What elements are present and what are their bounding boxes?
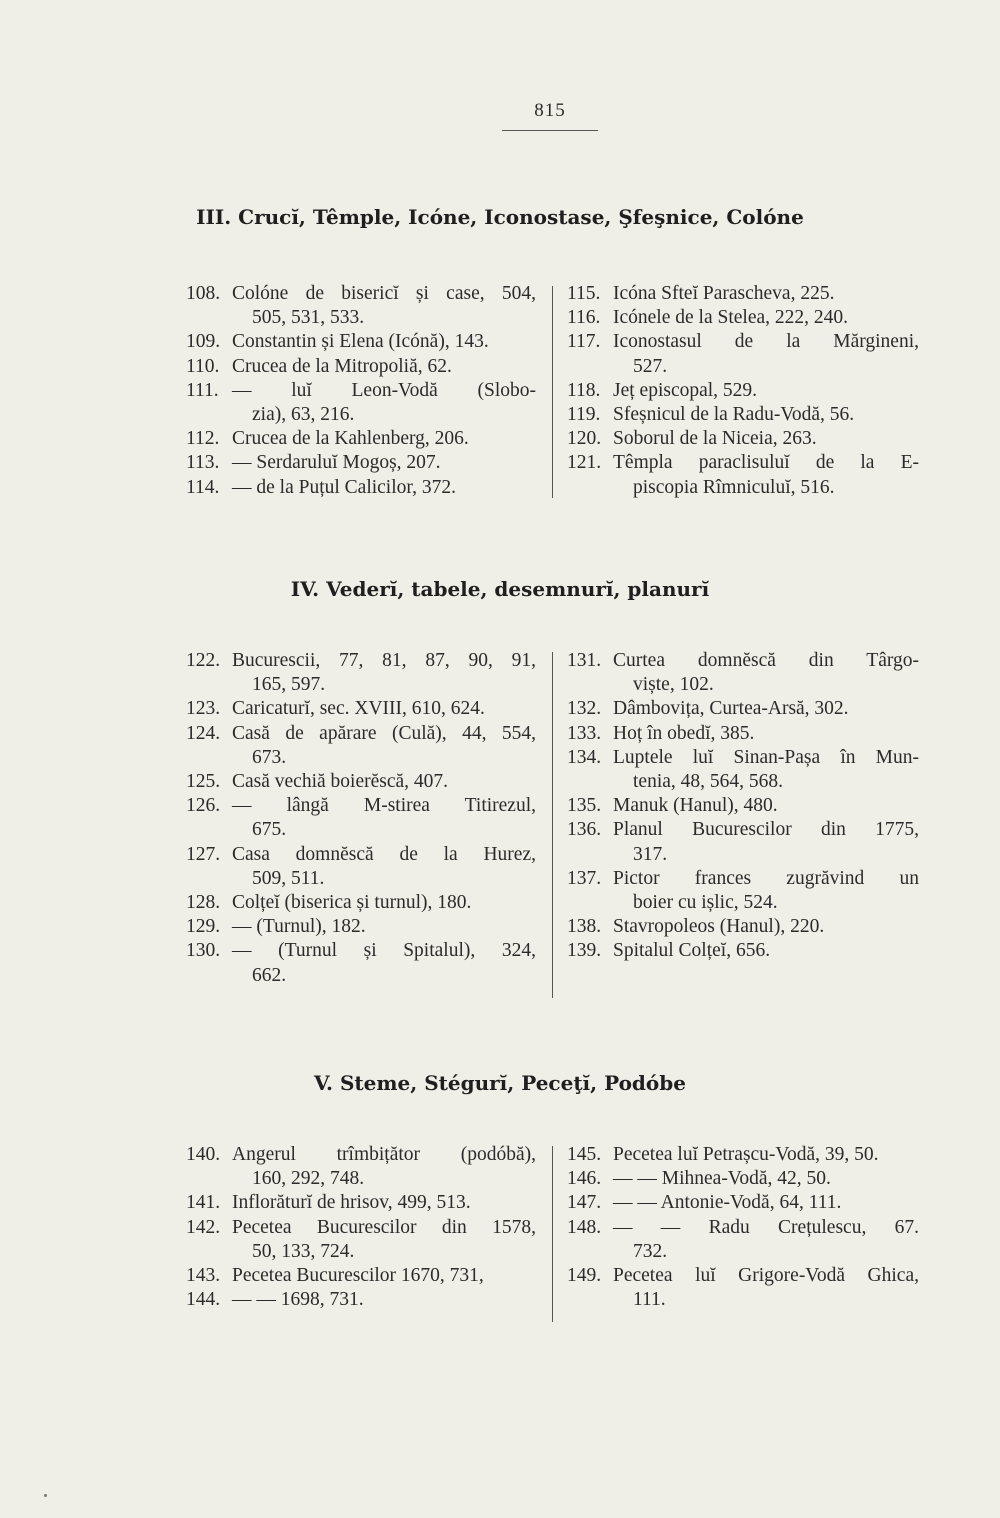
index-entry <box>567 939 919 963</box>
entry-continuation: 505, 531, 533. <box>252 307 365 329</box>
entry-continuation: 50, 133, 724. <box>252 1240 355 1262</box>
entry-number: 120. <box>567 428 602 450</box>
index-entry <box>567 746 919 770</box>
index-entry <box>567 427 919 451</box>
entry-number: 123. <box>186 698 221 720</box>
section-v-right-column <box>567 1143 919 1312</box>
entry-text: Luptele luĭ Sinan-Pașa în Mun- <box>613 746 919 768</box>
index-entry <box>567 330 919 354</box>
entry-text: Colóne de bisericĭ și case, 504, <box>232 283 536 304</box>
section-iii-right-column <box>567 282 919 500</box>
entry-text: — luĭ Leon-Vodă (Slobo- <box>232 379 536 401</box>
entry-continuation: 160, 292, 748. <box>252 1168 365 1190</box>
entry-number: 134. <box>567 746 602 768</box>
entry-number: 124. <box>186 722 221 744</box>
index-entry <box>186 939 536 963</box>
entry-number: 109. <box>186 331 221 353</box>
entry-text: Pecetea Bucurescilor din 1578, <box>232 1216 536 1238</box>
index-entry <box>567 306 919 330</box>
entry-continuation: 675. <box>252 819 287 841</box>
entry-number: 129. <box>186 916 221 938</box>
index-entry <box>186 915 536 939</box>
entry-number: 132. <box>567 698 602 720</box>
entry-number: 112. <box>186 428 220 450</box>
index-entry <box>567 649 919 673</box>
entry-continuation: viște, 102. <box>633 674 714 696</box>
entry-text: Planul Bucurescilor din 1775, <box>613 819 919 841</box>
entry-number: 111. <box>186 379 219 401</box>
index-entry <box>186 451 536 475</box>
entry-text: Inflorăturĭ de hrisov, 499, 513. <box>232 1192 471 1214</box>
entry-text: Crucea de la Mitropoliă, 62. <box>232 355 452 377</box>
entry-text: Spitalul Colțeĭ, 656. <box>613 940 771 962</box>
index-entry <box>567 697 919 721</box>
entry-number: 143. <box>186 1265 221 1287</box>
index-entry <box>186 794 536 818</box>
page-number: 815 <box>534 100 566 121</box>
entry-text: — de la Puțul Calicilor, 372. <box>232 476 456 498</box>
entry-text: Stavropoleos (Hanul), 220. <box>613 916 825 938</box>
entry-number: 135. <box>567 795 602 817</box>
index-entry <box>567 1143 919 1167</box>
entry-text: Jeț episcopal, 529. <box>613 379 758 401</box>
index-entry <box>186 330 536 354</box>
entry-number: 108. <box>186 283 221 304</box>
entry-continuation: boier cu ișlic, 524. <box>633 892 778 914</box>
entry-number: 116. <box>567 307 601 329</box>
entry-text: Casă vechiă boierĕscă, 407. <box>232 771 449 793</box>
index-entry <box>186 697 536 721</box>
index-entry <box>186 770 536 794</box>
entry-number: 114. <box>186 476 220 498</box>
entry-text: Hoț în obedĭ, 385. <box>613 722 755 744</box>
scan-speck <box>44 1494 47 1497</box>
entry-text: Manuk (Hanul), 480. <box>613 795 778 817</box>
entry-text: Dâmbovița, Curtea-Arsă, 302. <box>613 698 849 720</box>
entry-text: Bucurescii, 77, 81, 87, 90, 91, <box>232 650 536 671</box>
entry-text: Têmpla paraclisuluĭ de la E- <box>613 452 919 474</box>
entry-text: Constantin și Elena (Icónă), 143. <box>232 331 489 353</box>
index-entry <box>567 794 919 818</box>
index-entry <box>186 722 536 746</box>
entry-number: 130. <box>186 940 221 962</box>
entry-number: 133. <box>567 722 602 744</box>
column-divider <box>552 286 553 498</box>
section-title-iii: III. Crucĭ, Têmple, Icóne, Iconostase, Şfeşnice, Colóne <box>196 205 804 229</box>
entry-number: 113. <box>186 452 220 474</box>
entry-number: 126. <box>186 795 221 817</box>
entry-number: 122. <box>186 650 221 671</box>
entry-text: Pictor frances zugrăvind un <box>613 867 919 889</box>
entry-text: — — 1698, 731. <box>232 1289 364 1311</box>
index-entry <box>186 1216 536 1240</box>
entry-number: 127. <box>186 843 221 865</box>
index-entry <box>567 1216 919 1240</box>
index-entry <box>186 649 536 673</box>
index-entry <box>567 1191 919 1215</box>
index-entry <box>186 379 536 403</box>
entry-number: 141. <box>186 1192 221 1214</box>
entry-number: 137. <box>567 867 602 889</box>
page-number-rule <box>502 130 598 131</box>
entry-text: Crucea de la Kahlenberg, 206. <box>232 428 469 450</box>
section-title-iv: IV. Vederĭ, tabele, desemnurĭ, planurĭ <box>290 577 710 601</box>
entry-text: Pecetea luĭ Petrașcu-Vodă, 39, 50. <box>613 1144 879 1165</box>
index-entry <box>186 355 536 379</box>
entry-text: Colțeĭ (biserica și turnul), 180. <box>232 892 472 914</box>
entry-text: Pecetea Bucurescilor 1670, 731, <box>232 1265 484 1287</box>
entry-text: Angerul trîmbițător (podóbă), <box>232 1144 536 1165</box>
index-entry <box>567 451 919 475</box>
entry-text: Casa domnĕscă de la Hurez, <box>232 843 536 865</box>
entry-continuation: tenia, 48, 564, 568. <box>633 771 784 793</box>
entry-continuation: 317. <box>633 843 668 865</box>
entry-number: 139. <box>567 940 602 962</box>
index-entry <box>186 1143 536 1167</box>
entry-continuation: 732. <box>633 1240 668 1262</box>
entry-number: 140. <box>186 1144 221 1165</box>
entry-text: — lângă M-stirea Titirezul, <box>232 795 536 817</box>
entry-number: 138. <box>567 916 602 938</box>
entry-continuation: zia), 63, 216. <box>252 404 355 426</box>
column-divider <box>552 1146 553 1322</box>
entry-continuation: 527. <box>633 355 668 377</box>
index-entry <box>186 1288 536 1312</box>
entry-number: 147. <box>567 1192 602 1214</box>
section-iv-right-column <box>567 649 919 964</box>
entry-text: Icónele de la Stelea, 222, 240. <box>613 307 848 329</box>
entry-number: 118. <box>567 379 601 401</box>
index-entry <box>186 843 536 867</box>
entry-text: Iconostasul de la Mărgineni, <box>613 331 919 353</box>
section-iv-left-column <box>186 649 536 988</box>
index-entry <box>567 403 919 427</box>
entry-number: 142. <box>186 1216 221 1238</box>
entry-number: 144. <box>186 1289 221 1311</box>
entry-continuation: 165, 597. <box>252 674 326 696</box>
column-divider <box>552 652 553 998</box>
entry-number: 146. <box>567 1168 602 1190</box>
entry-number: 136. <box>567 819 602 841</box>
section-v-left-column <box>186 1143 536 1312</box>
entry-text: Icóna Sfteĭ Parascheva, 225. <box>613 283 835 304</box>
index-entry <box>186 427 536 451</box>
entry-number: 110. <box>186 355 220 377</box>
entry-text: Caricaturĭ, sec. XVIII, 610, 624. <box>232 698 485 720</box>
index-entry <box>567 722 919 746</box>
index-entry <box>567 1264 919 1288</box>
entry-continuation: piscopia Rîmniculuĭ, 516. <box>633 476 835 498</box>
entry-text: Curtea domnĕscă din Târgo- <box>613 650 919 671</box>
index-entry <box>186 1191 536 1215</box>
index-entry <box>567 867 919 891</box>
section-iii-left-column <box>186 282 536 500</box>
index-entry <box>567 1167 919 1191</box>
entry-text: Sfeșnicul de la Radu-Vodă, 56. <box>613 404 855 426</box>
entry-continuation: 111. <box>633 1289 666 1311</box>
index-entry <box>186 891 536 915</box>
entry-number: 145. <box>567 1144 602 1165</box>
entry-continuation: 673. <box>252 746 287 768</box>
entry-text: Soborul de la Niceia, 263. <box>613 428 817 450</box>
entry-text: — — Mihnea-Vodă, 42, 50. <box>613 1168 831 1190</box>
entry-number: 131. <box>567 650 602 671</box>
section-title-v: V. Steme, Stégurĭ, Peceţĭ, Podóbe <box>314 1071 686 1095</box>
entry-text: — — Radu Crețulescu, 67. <box>613 1216 919 1238</box>
index-entry <box>567 818 919 842</box>
index-entry <box>186 476 536 500</box>
index-entry <box>186 1264 536 1288</box>
entry-number: 117. <box>567 331 601 353</box>
entry-text: — (Turnul și Spitalul), 324, <box>232 940 536 962</box>
index-entry <box>186 282 536 306</box>
entry-number: 149. <box>567 1265 602 1287</box>
entry-number: 125. <box>186 771 221 793</box>
entry-text: Casă de apărare (Culă), 44, 554, <box>232 722 536 744</box>
entry-number: 128. <box>186 892 221 914</box>
entry-continuation: 662. <box>252 964 287 986</box>
entry-text: — Serdaruluĭ Mogoș, 207. <box>232 452 441 474</box>
entry-text: — — Antonie-Vodă, 64, 111. <box>613 1192 842 1214</box>
index-entry <box>567 282 919 306</box>
entry-text: — (Turnul), 182. <box>232 916 366 938</box>
entry-continuation: 509, 511. <box>252 867 325 889</box>
entry-number: 121. <box>567 452 602 474</box>
entry-number: 148. <box>567 1216 602 1238</box>
index-entry <box>567 915 919 939</box>
entry-number: 115. <box>567 283 601 304</box>
entry-number: 119. <box>567 404 601 426</box>
index-entry <box>567 379 919 403</box>
entry-text: Pecetea luĭ Grigore-Vodă Ghica, <box>613 1265 919 1287</box>
